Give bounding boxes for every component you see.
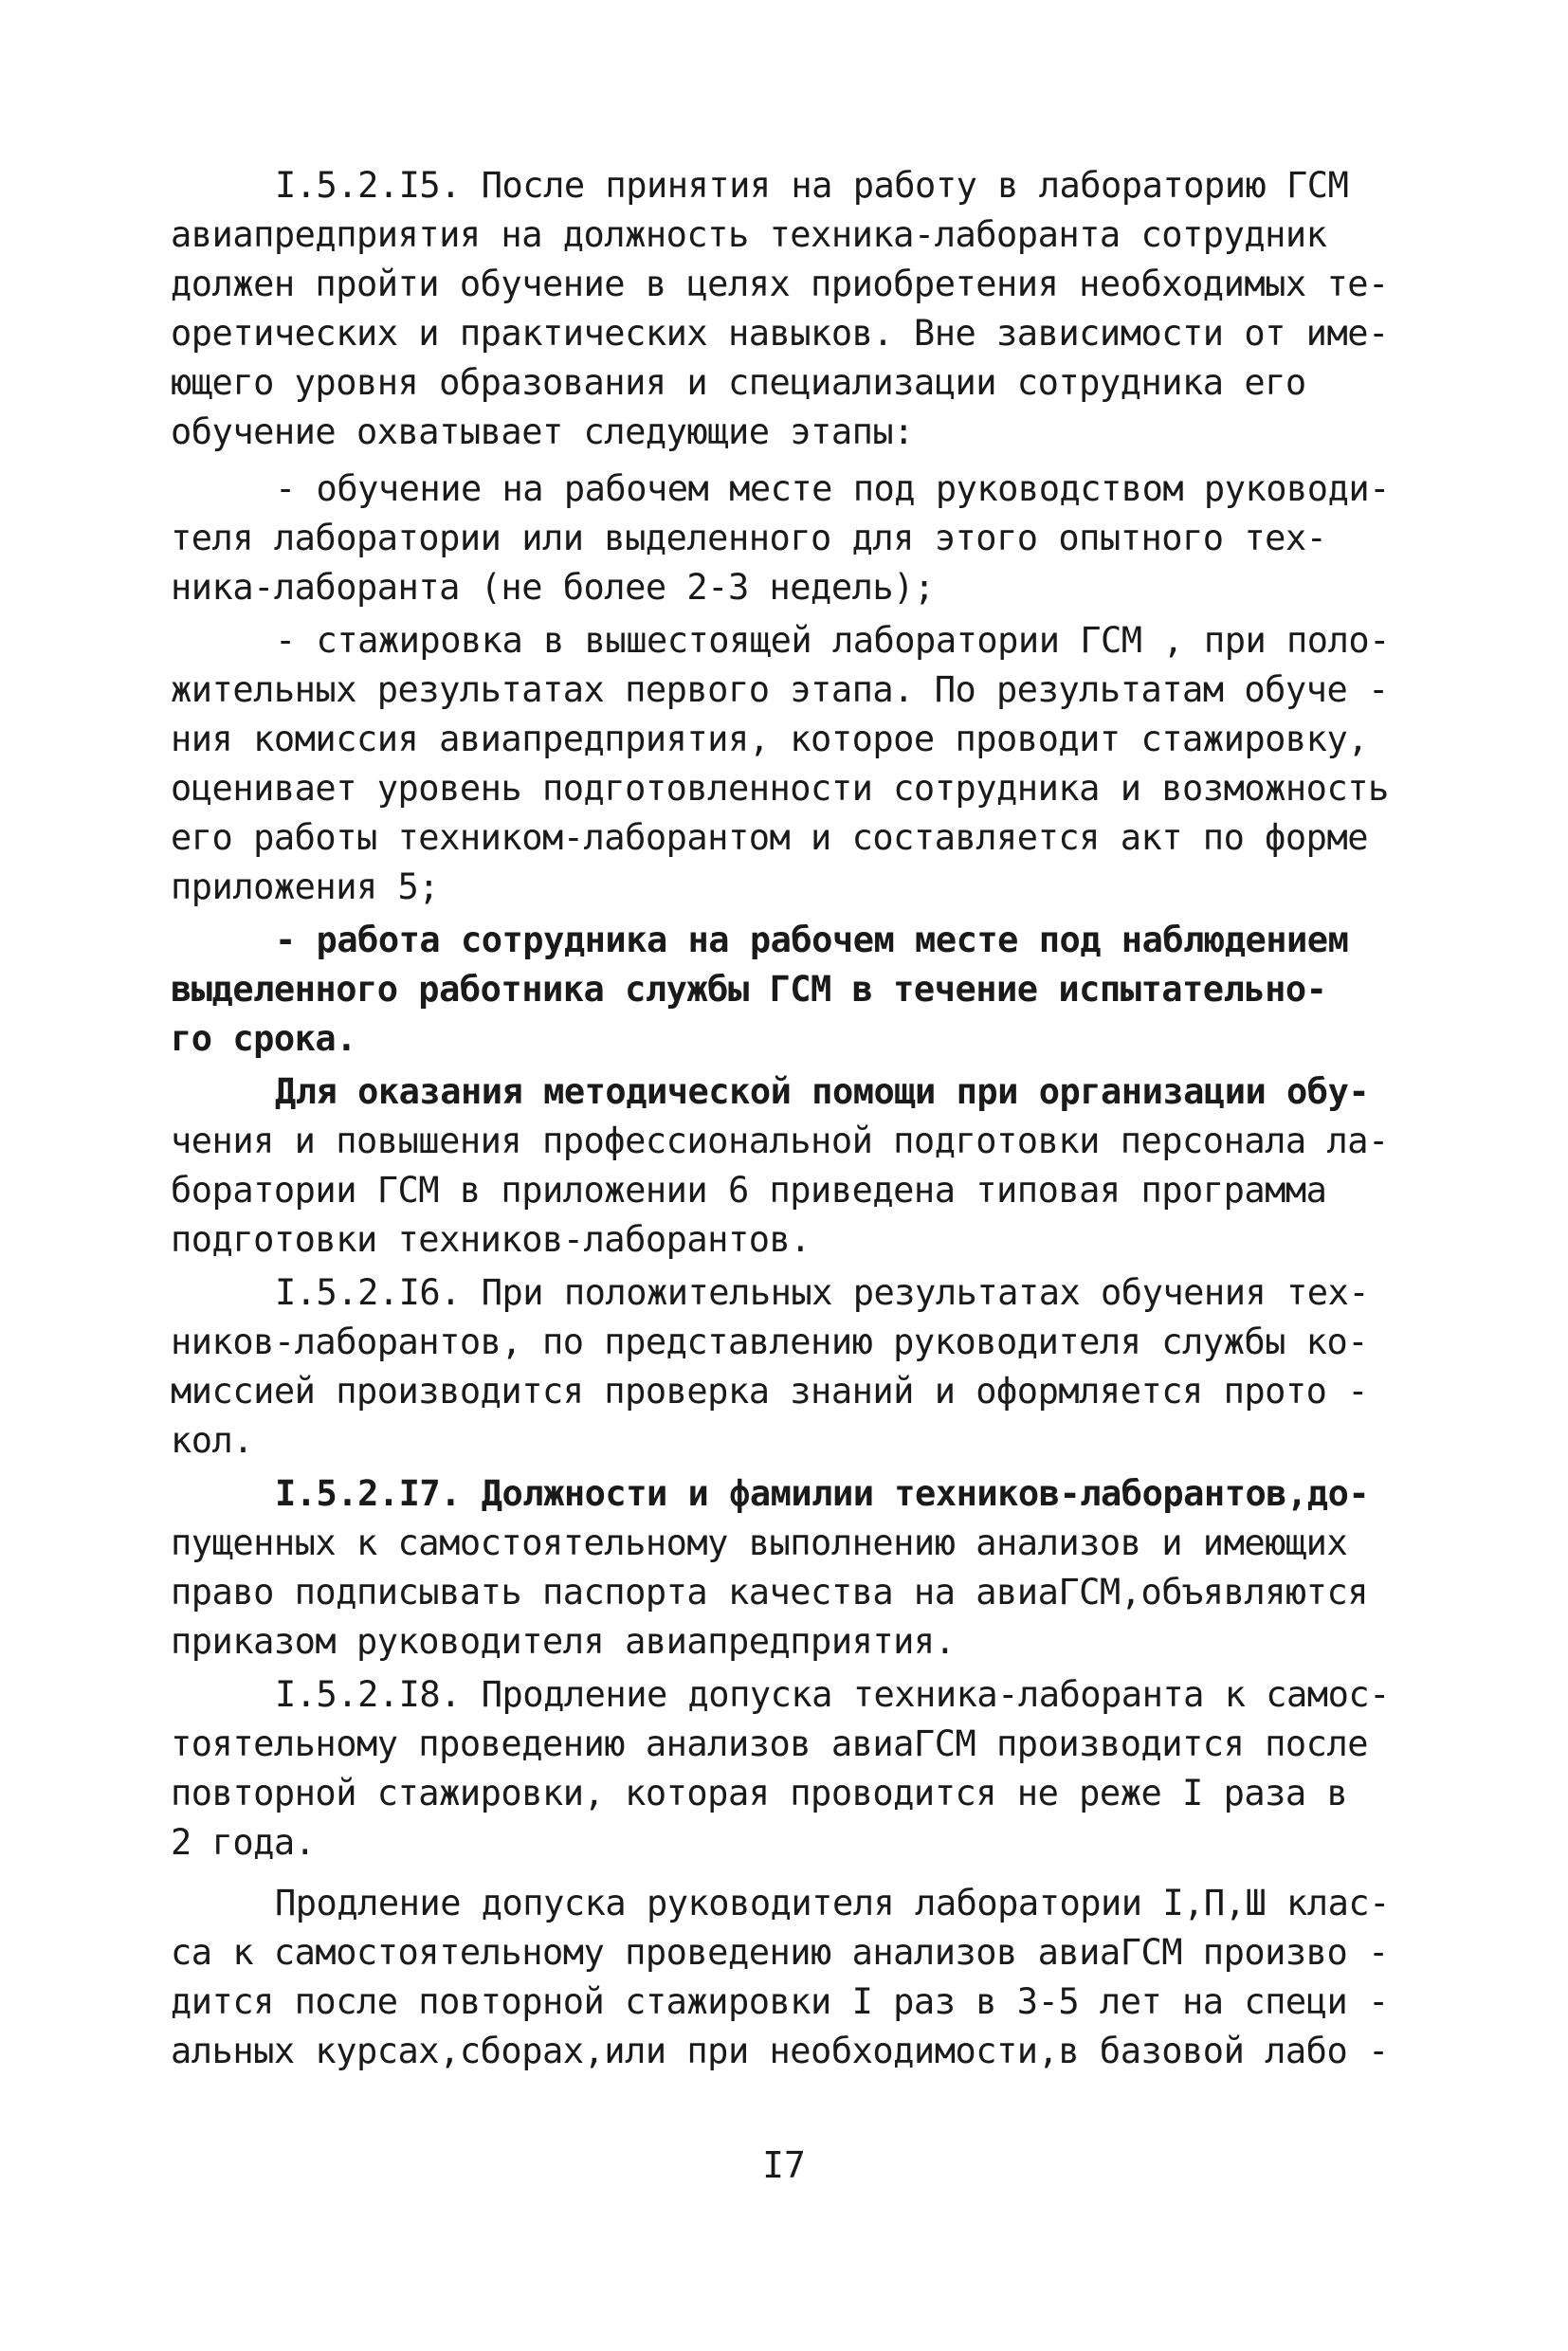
text-line: Для оказания методической помощи при организации обу-	[275, 1071, 1370, 1112]
text-line: должен пройти обучение в целях приобретения необходимых те-	[171, 264, 1389, 304]
text-line: Продление допуска руководителя лаборатории I,П,Ш клас-	[275, 1883, 1390, 1923]
text-line: обучение охватывает следующие этапы:	[171, 411, 914, 452]
text-line: са к самостоятельному проведению анализов авиаГСМ произво -	[171, 1932, 1389, 1973]
text-line: альных курсах,сборах,или при необходимости,в базовой лабо -	[171, 2031, 1389, 2071]
text-line: право подписывать паспорта качества на авиаГСМ,объявляются	[171, 1572, 1369, 1613]
text-line: его работы техником-лаборантом и составляется акт по форме	[171, 817, 1369, 858]
text-line: подготовки техников-лаборантов.	[171, 1219, 811, 1260]
text-line: дится после повторной стажировки I раз в 3-5 лет на специ -	[171, 1981, 1389, 2022]
text-line: ников-лаборантов, по представлению руководителя службы ко-	[171, 1321, 1369, 1362]
page-number: I7	[762, 2144, 806, 2186]
text-line: оценивает уровень подготовленности сотрудника и возможность	[171, 768, 1389, 809]
text-line: I.5.2.I8. Продление допуска техника-лаборанта к самос-	[275, 1674, 1390, 1715]
text-line: ния комиссия авиапредприятия, которое проводит стажировку,	[171, 719, 1369, 759]
text-line: I.5.2.I5. После принятия на работу в лабораторию ГСМ	[275, 165, 1349, 206]
text-line: приказом руководителя авиапредприятия.	[171, 1621, 956, 1662]
text-line: 2 года.	[171, 1822, 316, 1863]
text-line: пущенных к самостоятельному выполнению анализов и имеющих	[171, 1522, 1348, 1563]
text-line: - обучение на рабочем месте под руководством руководи-	[275, 468, 1390, 509]
text-line: го срока.	[171, 1018, 356, 1059]
text-line: ника-лаборанта (не более 2-3 недель);	[171, 567, 935, 608]
text-line: I.5.2.I6. При положительных результатах обучения тех-	[275, 1272, 1370, 1313]
text-line: миссией производится проверка знаний и оформляется прото -	[171, 1371, 1369, 1412]
text-line: I.5.2.I7. Должности и фамилии техников-лаборантов,до-	[275, 1473, 1370, 1514]
text-line: тоятельному проведению анализов авиаГСМ производится после	[171, 1723, 1369, 1764]
text-line: ющего уровня образования и специализации сотрудника его	[171, 362, 1306, 403]
text-line: чения и повышения профессиональной подготовки персонала ла-	[171, 1121, 1389, 1161]
text-line: - работа сотрудника на рабочем месте под наблюдением	[275, 920, 1349, 960]
text-line: авиапредприятия на должность техника-лаборанта сотрудник	[171, 214, 1327, 255]
text-line: повторной стажировки, которая проводится не реже I раза в	[171, 1773, 1348, 1813]
text-line: оретических и практических навыков. Вне зависимости от име-	[171, 313, 1389, 354]
text-line: боратории ГСМ в приложении 6 приведена типовая программа	[171, 1170, 1327, 1211]
text-line: выделенного работника службы ГСМ в течение испытательно-	[171, 969, 1327, 1010]
text-line: теля лаборатории или выделенного для этого опытного тех-	[171, 518, 1327, 558]
text-line: жительных результатах первого этапа. По результатам обуче -	[171, 669, 1389, 710]
text-line: кол.	[171, 1420, 254, 1461]
text-line: приложения 5;	[171, 866, 440, 907]
text-line: - стажировка в вышестоящей лаборатории ГСМ , при поло-	[275, 620, 1390, 661]
